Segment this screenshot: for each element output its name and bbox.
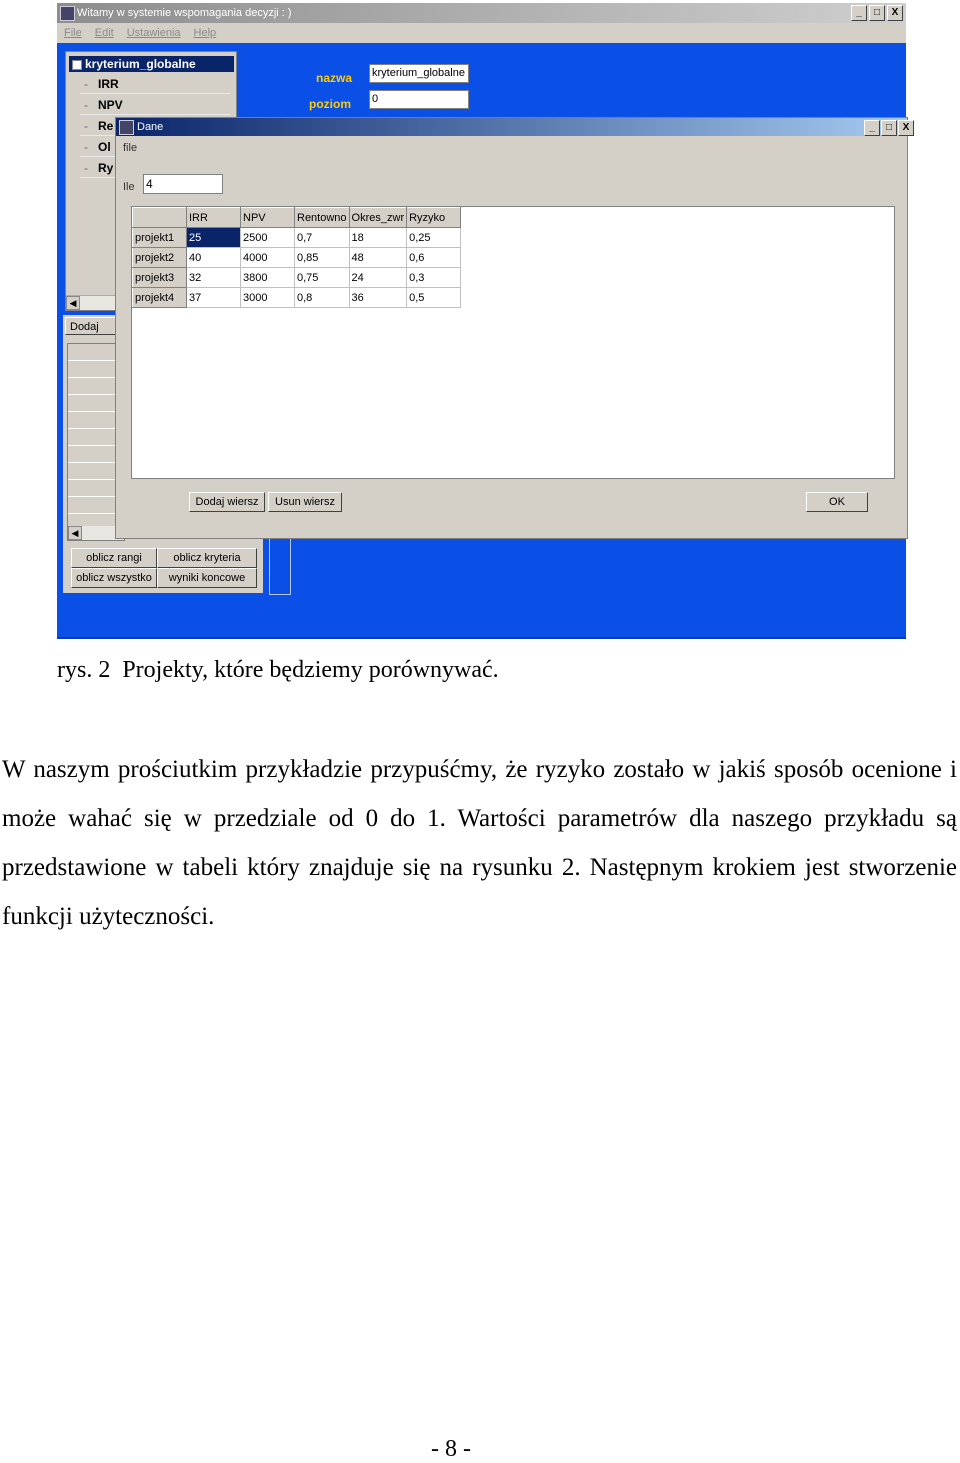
- main-title-bar[interactable]: [57, 3, 906, 23]
- column-header[interactable]: Rentowno: [295, 208, 350, 228]
- side-panel-outline: [269, 533, 291, 595]
- row-header[interactable]: projekt3: [133, 268, 187, 288]
- menu-ustawienia[interactable]: Ustawienia: [126, 27, 181, 39]
- table-row: [133, 268, 461, 288]
- oblicz-kryteria-button[interactable]: oblicz kryteria: [157, 548, 257, 568]
- table-row: [133, 228, 461, 248]
- header-row: [133, 208, 461, 228]
- collapse-icon[interactable]: [72, 60, 82, 70]
- column-header[interactable]: IRR: [187, 208, 241, 228]
- table-cell-selected[interactable]: 25: [187, 228, 241, 248]
- scroll-left-icon[interactable]: ◀: [66, 296, 80, 310]
- table-cell[interactable]: 0,3: [407, 268, 461, 288]
- oblicz-rangi-button[interactable]: oblicz rangi: [71, 548, 157, 568]
- wyniki-koncowe-button[interactable]: wyniki koncowe: [157, 568, 257, 588]
- row-header[interactable]: projekt1: [133, 228, 187, 248]
- close-button[interactable]: X: [887, 5, 903, 21]
- tree-root-node[interactable]: [69, 56, 234, 72]
- poziom-input[interactable]: 0: [369, 90, 469, 109]
- oblicz-wszystko-button[interactable]: oblicz wszystko: [71, 568, 157, 588]
- dane-minimize-button[interactable]: _: [864, 120, 880, 136]
- table-cell[interactable]: 0,75: [295, 268, 350, 288]
- projects-table: [132, 207, 461, 308]
- restore-button[interactable]: □: [869, 5, 885, 21]
- dane-window-icon: [119, 120, 134, 135]
- tree-item-ol[interactable]: - Ol: [80, 137, 230, 157]
- dodaj-wiersz-button[interactable]: Dodaj wiersz: [189, 492, 265, 512]
- table-cell[interactable]: 48: [349, 248, 407, 268]
- table-cell[interactable]: 0,85: [295, 248, 350, 268]
- tree-root-label: kryterium_globalne: [85, 57, 196, 71]
- dane-close-button[interactable]: X: [898, 120, 914, 136]
- page-number: - 8 -: [431, 1436, 471, 1462]
- table-cell[interactable]: 3800: [241, 268, 295, 288]
- table-cell[interactable]: 36: [349, 288, 407, 308]
- table-cell[interactable]: 0,7: [295, 228, 350, 248]
- tree-item-ry[interactable]: - Ry: [80, 158, 230, 178]
- dane-maximize-button[interactable]: □: [881, 120, 897, 136]
- tree-item-irr[interactable]: - IRR: [80, 74, 230, 94]
- tree-item-npv[interactable]: - NPV: [80, 95, 230, 115]
- menu-bar: [57, 23, 906, 43]
- column-header[interactable]: Ryzyko: [407, 208, 461, 228]
- usun-wiersz-button[interactable]: Usun wiersz: [268, 492, 342, 512]
- ok-button[interactable]: OK: [806, 492, 868, 512]
- table-cell[interactable]: 0,6: [407, 248, 461, 268]
- table-cell[interactable]: 0,8: [295, 288, 350, 308]
- table-cell[interactable]: 37: [187, 288, 241, 308]
- table-row: [133, 288, 461, 308]
- table-cell[interactable]: 24: [349, 268, 407, 288]
- table-cell[interactable]: 0,25: [407, 228, 461, 248]
- nazwa-input[interactable]: kryterium_globalne: [369, 64, 469, 83]
- data-grid[interactable]: [131, 206, 895, 479]
- nazwa-label: nazwa: [316, 71, 353, 85]
- figure-caption: rys. 2 Projekty, które będziemy porównywać.: [57, 657, 499, 683]
- row-header[interactable]: projekt2: [133, 248, 187, 268]
- table-cell[interactable]: 3000: [241, 288, 295, 308]
- table-row: [133, 248, 461, 268]
- corner-cell: [133, 208, 187, 228]
- column-header[interactable]: Okres_zwr: [349, 208, 407, 228]
- poziom-label: poziom: [309, 97, 351, 111]
- menu-edit[interactable]: Edit: [94, 27, 114, 39]
- dodaj-button[interactable]: Dodaj: [65, 317, 121, 335]
- table-cell[interactable]: 4000: [241, 248, 295, 268]
- screenshot-figure: [57, 3, 910, 639]
- table-cell[interactable]: 40: [187, 248, 241, 268]
- menu-file[interactable]: File: [64, 27, 82, 39]
- table-cell[interactable]: 18: [349, 228, 407, 248]
- tree-item-re[interactable]: - Re: [80, 116, 230, 136]
- table-cell[interactable]: 0,5: [407, 288, 461, 308]
- dane-title: Dane: [137, 121, 164, 133]
- ile-input[interactable]: 4: [143, 174, 223, 194]
- body-paragraph: W naszym prościutkim przykładzie przypuśćmy, że ryzyko zostało w jakiś sposób ocenione i może wahać się w przedziale od 0 do 1. Wartości parametrów dla naszego przykładu są przedstawione w tabeli który znajduje się na rysunku 2. Następnym krokiem jest stworzenie funkcji użyteczności.: [2, 756, 957, 930]
- column-header[interactable]: NPV: [241, 208, 295, 228]
- dane-dialog: [115, 117, 908, 539]
- ile-label: Ile: [123, 181, 135, 193]
- window-title: Witamy w systemie wspomagania decyzji : ): [77, 7, 292, 19]
- scroll-left-icon[interactable]: ◀: [68, 526, 82, 540]
- table-cell[interactable]: 32: [187, 268, 241, 288]
- row-header[interactable]: projekt4: [133, 288, 187, 308]
- dane-title-bar[interactable]: [116, 118, 910, 136]
- app-icon: [60, 6, 75, 21]
- menu-help[interactable]: Help: [193, 27, 217, 39]
- file-label: file: [123, 142, 138, 154]
- minimize-button[interactable]: _: [851, 5, 867, 21]
- table-cell[interactable]: 2500: [241, 228, 295, 248]
